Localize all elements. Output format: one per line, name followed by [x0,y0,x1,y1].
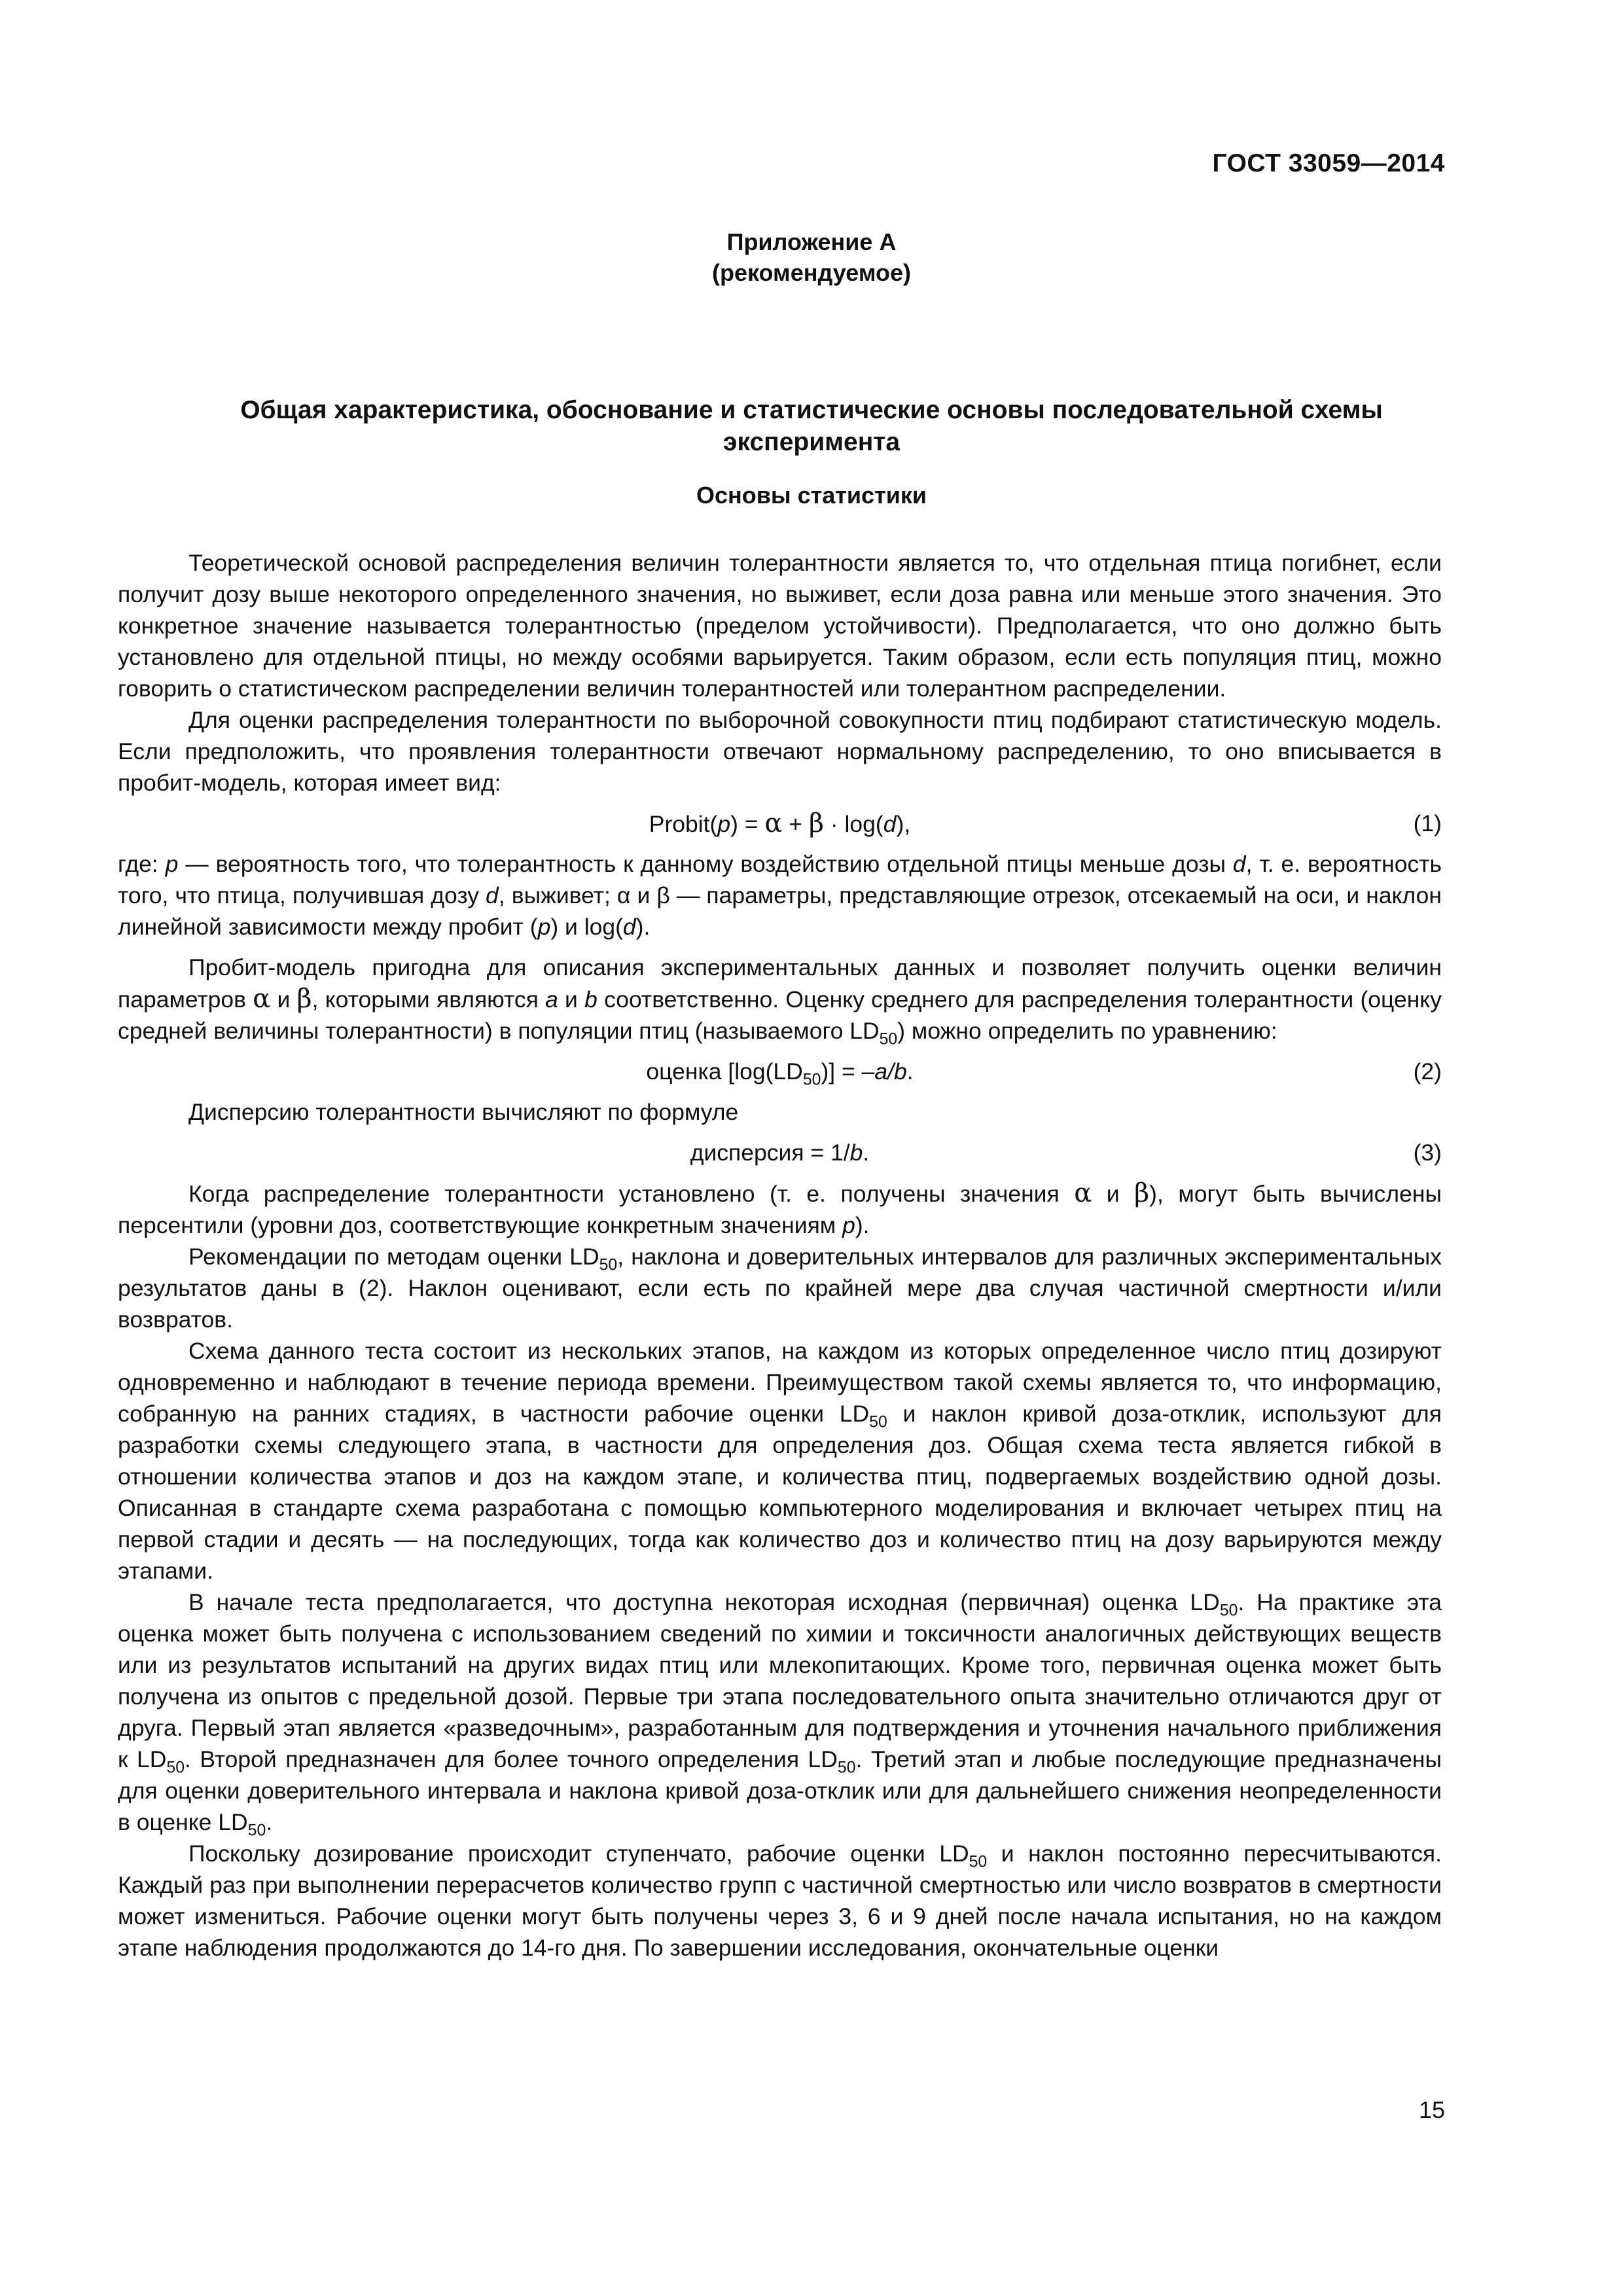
formula-1-number: (1) [1413,810,1442,836]
title-line-1: Общая характеристика, обоснование и статистические основы последовательной схемы [240,396,1383,424]
formula-2-expression: оценка $[\log(LD_{50})] = -a/b$. [646,1058,914,1089]
paragraph-3: Пробит-модель пригодна для описания экспериментальных данных и позволяет получить оценки величин параметров α и β, которыми являются a и b соответственно. Оценку среднего для распределения толерантности (оценку средней величины толерантности) в популяции птиц (называемого $LD_{50}$) можно определить по уравнению: [118,954,1442,1049]
paragraph-5: Когда распределение толерантности установлено (т. е. получены значения α и β), могут быть вычислены персентили (уровни доз, соответствующие конкретным значениям p). [118,1178,1442,1238]
paragraph-6: Рекомендации по методам оценки $LD_{50}$, наклона и доверительных интервалов для различных экспериментальных результатов даны в (2). Наклон оценивают, если есть по крайней мере два случая частичной смертности и/или возвратов. [118,1244,1442,1333]
formula-3 [118,1137,1442,1168]
standard-number: ГОСТ 33059—2014 [1212,149,1445,177]
appendix-heading [118,226,1505,288]
paragraph-7: Схема данного теста состоит из нескольких этапов, на каждом из которых определенное число птиц дозируют одновременно и наблюдают в течение периода времени. Преимуществом такой схемы является то, что информацию, собранную на ранних стадиях, в частности рабочие оценки $LD_{50}$ и наклон кривой доза-отклик, используют для разработки схемы следующего этапа, в частности для определения доз. Общая схема теста является гибкой в отношении количества этапов и доз на каждом этапе, и количества птиц, подвергаемых воздействию одной дозы. Описанная в стандарте схема разработана с помощью компьютерного моделирования и включает четырех птиц на первой стадии и десять — на последующих, тогда как количество доз и количество птиц на дозу варьируются между этапами. [118,1338,1442,1584]
where-clause: где: p — вероятность того, что толерантность к данному воздействию отдельной птицы меньше дозы d, т. е. вероятность того, что птица, получившая дозу d, выживет; α и β — параметры, представляющие отрезок, отсекаемый на оси, и наклон линейной зависимости между пробит (p) и log(d). [118,851,1442,940]
formula-2-number: (2) [1413,1058,1442,1085]
paragraph-9: Поскольку дозирование происходит ступенчато, рабочие оценки $LD_{50}$ и наклон постоянно пересчитываются. Каждый раз при выполнении перерасчетов количество групп с частичной смертностью или число возвратов в смертности может измениться. Рабочие оценки могут быть получены через 3, 6 и 9 дней после начала испытания, но на каждом этапе наблюдения продолжаются до 14-го дня. По завершении исследования, окончательные оценки [118,1840,1442,1961]
body-text [118,547,1442,1964]
paragraph-2: Для оценки распределения толерантности по выборочной совокупности птиц подбирают статистическую модель. Если предположить, что проявления толерантности отвечают нормальному распределению, то оно вписывается в пробит-модель, которая имеет вид: [118,707,1442,796]
section-subtitle: Основы статистики [696,482,927,509]
paragraph-8: В начале теста предполагается, что доступна некоторая исходная (первичная) оценка $LD_{50}$. На практике эта оценка может быть получена с использованием сведений по химии и токсичности аналогичных действующих веществ или из результатов испытаний на других видах птиц или млекопитающих. Кроме того, первичная оценка может быть получена из опытов с предельной дозой. Первые три этапа последовательного опыта значительно отличаются друг от друга. Первый этап является «разведочным», разработанным для подтверждения и уточнения начального приближения к $LD_{50}$. Второй предназначен для более точного определения $LD_{50}$. Третий этап и любые последующие предназначены для оценки доверительного интервала и наклона кривой доза-отклик или для дальнейшего снижения неопределенности в оценке $LD_{50}$. [118,1589,1442,1840]
formula-1-expression: Probit(p) = α + β · log(d), [649,808,911,838]
paragraph-1: Теоретической основой распределения величин толерантности является то, что отдельная птица погибнет, если получит дозу выше некоторого определенного значения, но выживет, если доза равна или меньше этого значения. Это конкретное значение называется толерантностью (пределом устойчивости). Предполагается, что оно должно быть установлено для отдельной птицы, но между особями варьируется. Таким образом, если есть популяция птиц, можно говорить о статистическом распределении величин толерантностей или толерантном распределении. [118,550,1442,702]
formula-1 [118,808,1442,839]
formula-3-expression: дисперсия = 1/b. [690,1139,870,1166]
formula-3-number: (3) [1413,1139,1442,1166]
section-title [118,394,1505,458]
appendix-status: (рекомендуемое) [712,259,911,286]
appendix-label: Приложение А [726,228,897,255]
page-number: 15 [1418,2096,1445,2123]
title-line-2: эксперимента [722,428,901,456]
formula-2 [118,1056,1442,1087]
paragraph-4: Дисперсию толерантности вычисляют по формуле [188,1099,739,1125]
